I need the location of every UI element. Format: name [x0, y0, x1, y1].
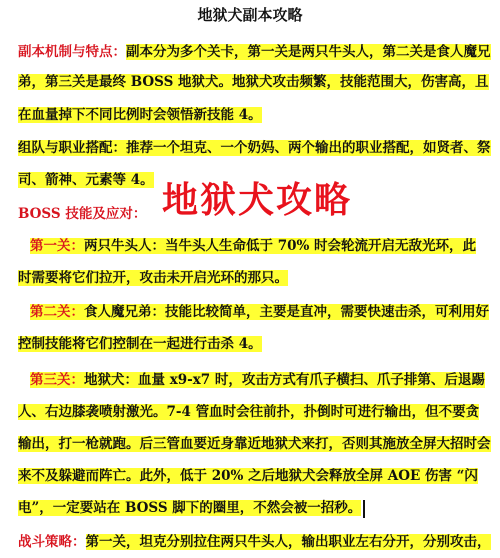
- stage2-line-1: [30, 300, 489, 324]
- stage3-text-5: 电”，一定要站在 BOSS 脚下的圈里，不然会被一招秒。: [18, 500, 362, 516]
- text-cursor: [363, 500, 365, 518]
- stage1-label: 第一关：: [30, 238, 84, 254]
- strategy-label: 战斗策略：: [18, 534, 86, 550]
- stage2-label: 第二关：: [30, 304, 84, 320]
- stage3-line-1: [30, 368, 485, 392]
- stage3-line-4: [18, 464, 478, 488]
- boss-heading-line: [18, 202, 146, 226]
- mechanics-line-2: [18, 70, 489, 94]
- stage3-text-3: 输出，打一枪就跑。后三管血要近身靠近地狱犬来打，否则其施放全屏大招时会: [18, 436, 491, 452]
- mechanics-text-3: 在血量掉下不同比例时会领悟新技能 4。: [18, 107, 262, 123]
- stage1-line-1: [30, 234, 476, 258]
- stage1-text-2: 时需要将它们拉开，攻击未开启光环的那只。: [18, 270, 288, 286]
- stage3-label: 第三关：: [30, 372, 84, 388]
- stage1-text-1: 两只牛头人：当牛头人生命低于 70% 时会轮流开启无敌光环，此: [84, 238, 477, 254]
- strategy-text-1: 第一关，坦克分别拉住两只牛头人，输出职业左右分开，分别攻击，: [85, 534, 491, 550]
- team-line-2: [18, 168, 154, 192]
- team-text-2: 司、箭神、元素等 4。: [18, 172, 154, 188]
- watermark-text: 地狱犬攻略: [162, 180, 353, 221]
- mechanics-line-3: [18, 103, 262, 127]
- stage3-text-4: 来不及躲避而阵亡。此外，低于 20% 之后地狱犬会释放全屏 AOE 伤害 “闪: [18, 468, 478, 484]
- stage3-text-2: 人、右边膝袭喷射激光。7-4 管血时会往前扑，扑倒时可进行输出，但不要贪: [18, 404, 480, 420]
- stage3-line-5: [18, 496, 365, 520]
- mechanics-text-2: 弟，第三关是最终 BOSS 地狱犬。地狱犬攻击频繁，技能范围大，伤害高，且: [18, 74, 489, 90]
- boss-skills-label: BOSS 技能及应对：: [18, 206, 147, 222]
- mechanics-line-1: [18, 40, 491, 64]
- mechanics-text-1: 副本分为多个关卡，第一关是两只牛头人，第二关是食人魔兄: [126, 44, 491, 60]
- team-line-1: [18, 136, 491, 160]
- team-text-1: 推荐一个坦克、一个奶妈、两个输出的职业搭配，如贤者、祭: [126, 140, 491, 156]
- stage3-text-1: 地狱犬：血量 x9-x7 时，攻击方式有爪子横扫、爪子排第、后退踢: [84, 372, 485, 388]
- stage3-line-3: [18, 432, 491, 456]
- strategy-line-1: [18, 530, 491, 554]
- team-label: 组队与职业搭配：: [18, 140, 126, 156]
- stage1-line-2: [18, 266, 288, 290]
- document-title: 地狱犬副本攻略: [197, 6, 303, 24]
- stage3-line-2: [18, 400, 479, 424]
- stage2-line-2: [18, 332, 262, 356]
- stage2-text-1: 食人魔兄弟：技能比较简单，主要是直冲，需要快速击杀，可利用好: [84, 304, 489, 320]
- mechanics-label: 副本机制与特点：: [18, 44, 126, 60]
- stage2-text-2: 控制技能将它们控制在一起进行击杀 4。: [18, 336, 262, 352]
